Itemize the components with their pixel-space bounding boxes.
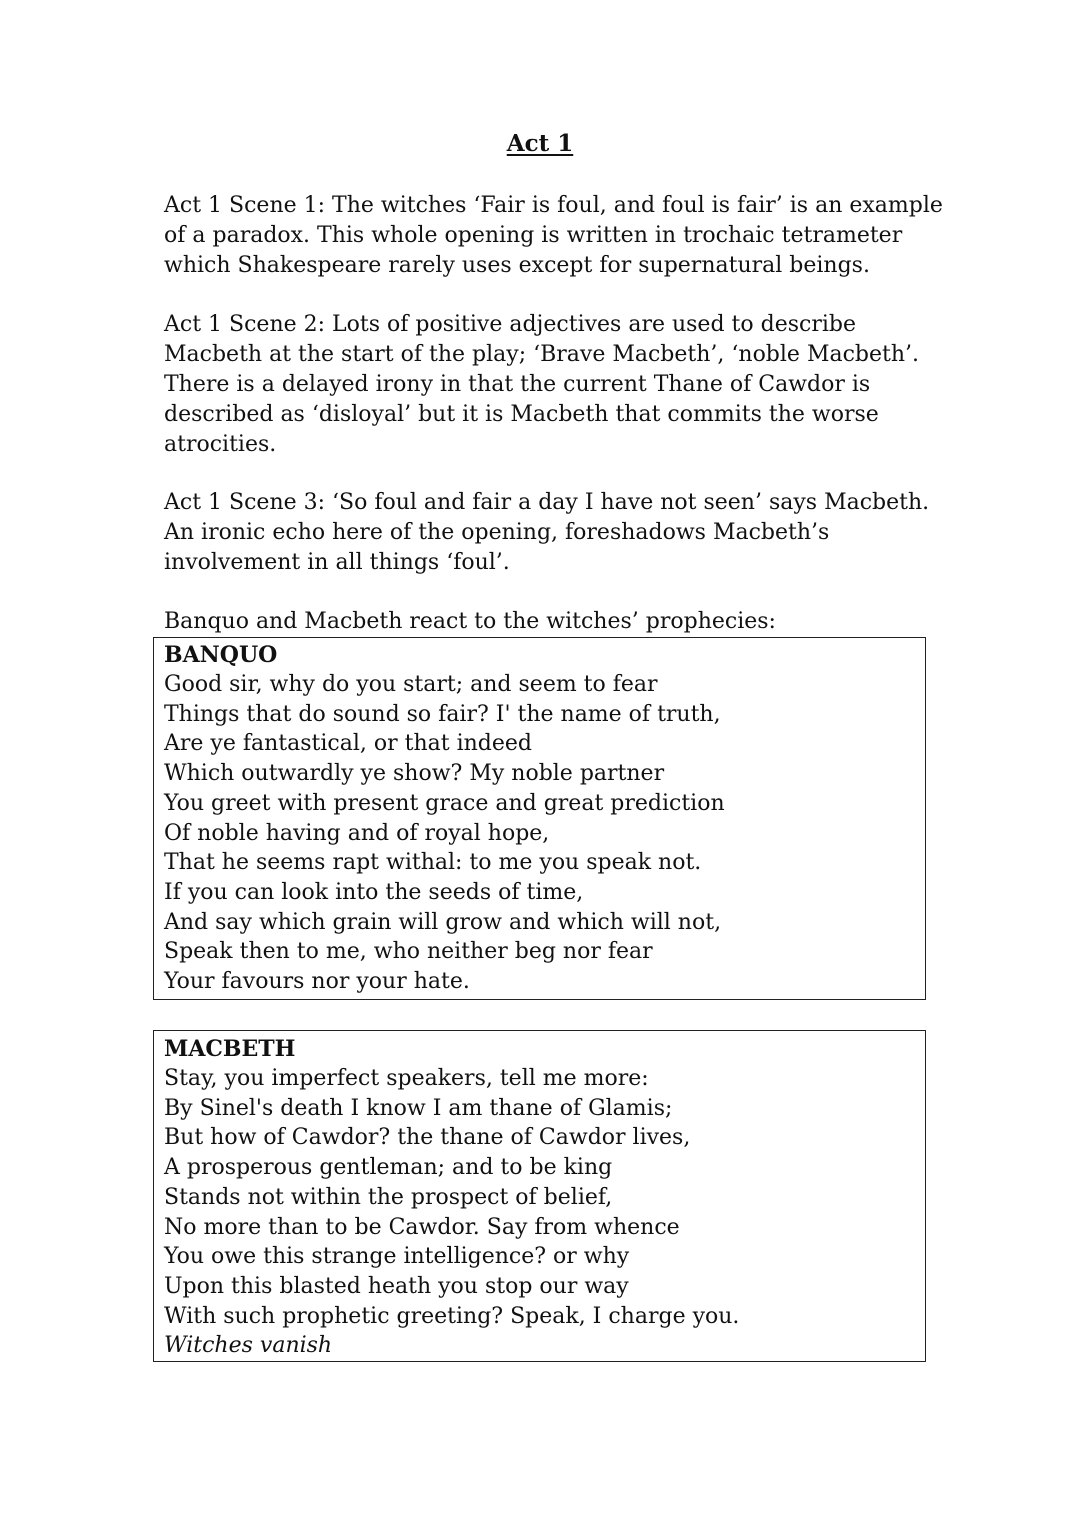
- verse-line: Good sir, why do you start; and seem to fear: [164, 672, 658, 697]
- quote-intro: Banquo and Macbeth react to the witches’ prophecies:: [164, 609, 776, 634]
- verse-line: By Sinel's death I know I am thane of Glamis;: [164, 1095, 673, 1121]
- verse-line: Are ye fantastical, or that indeed: [164, 731, 532, 757]
- verse-line: You greet with present grace and great prediction: [164, 790, 725, 816]
- verse-line: Things that do sound so fair? I' the name of truth,: [164, 701, 721, 727]
- verse-line: Your favours nor your hate.: [164, 969, 470, 995]
- verse-line: A prosperous gentleman; and to be king: [164, 1155, 613, 1181]
- scene-2-paragraph: [164, 310, 924, 460]
- verse-line: Speak then to me, who neither beg nor fear: [164, 939, 653, 965]
- page-title: Act 1: [506, 130, 574, 157]
- verse-line: Stay, you imperfect speakers, tell me more:: [164, 1066, 649, 1091]
- speaker-name: MACBETH: [164, 1036, 296, 1062]
- scene-3-paragraph: [164, 488, 930, 578]
- paragraph-line: atrocities.: [164, 432, 277, 457]
- verse-line: That he seems rapt withal: to me you speak not.: [164, 850, 702, 876]
- stage-direction: Witches vanish: [164, 1333, 333, 1359]
- verse-line: Which outwardly ye show? My noble partner: [164, 761, 665, 787]
- paragraph-line: of a paradox. This whole opening is written in trochaic tetrameter: [164, 223, 903, 248]
- verse-line: Upon this blasted heath you stop our way: [164, 1273, 629, 1299]
- paragraph-line: Macbeth at the start of the play; ‘Brave Macbeth’, ‘noble Macbeth’.: [164, 342, 920, 367]
- verse-line: But how of Cawdor? the thane of Cawdor lives,: [164, 1125, 691, 1151]
- paragraph-line: Act 1 Scene 2: Lots of positive adjectives are used to describe: [164, 312, 856, 337]
- paragraph-line: Act 1 Scene 1: The witches ‘Fair is foul, and foul is fair’ is an example: [164, 193, 943, 218]
- paragraph-line: which Shakespeare rarely uses except for supernatural beings.: [164, 253, 870, 278]
- banquo-quote-box: [153, 637, 926, 1000]
- verse-line: No more than to be Cawdor. Say from whence: [164, 1214, 680, 1240]
- verse-line: You owe this strange intelligence? or why: [164, 1244, 630, 1270]
- verse-line: Of noble having and of royal hope,: [164, 820, 550, 846]
- paragraph-line: There is a delayed irony in that the current Thane of Cawdor is: [164, 372, 871, 397]
- speaker-name: BANQUO: [164, 642, 278, 668]
- paragraph-line: Act 1 Scene 3: ‘So foul and fair a day I have not seen’ says Macbeth.: [164, 490, 930, 515]
- paragraph-line: described as ‘disloyal’ but it is Macbeth that commits the worse: [164, 402, 879, 427]
- verse-line: Stands not within the prospect of belief,: [164, 1184, 613, 1210]
- paragraph-line: involvement in all things ‘foul’.: [164, 550, 510, 575]
- paragraph-line: An ironic echo here of the opening, foreshadows Macbeth’s: [164, 520, 830, 545]
- scene-1-paragraph: [164, 191, 943, 281]
- macbeth-quote-box: [153, 1030, 926, 1362]
- verse-line: And say which grain will grow and which will not,: [164, 909, 722, 935]
- verse-line: With such prophetic greeting? Speak, I charge you.: [164, 1303, 740, 1329]
- verse-line: If you can look into the seeds of time,: [164, 879, 584, 905]
